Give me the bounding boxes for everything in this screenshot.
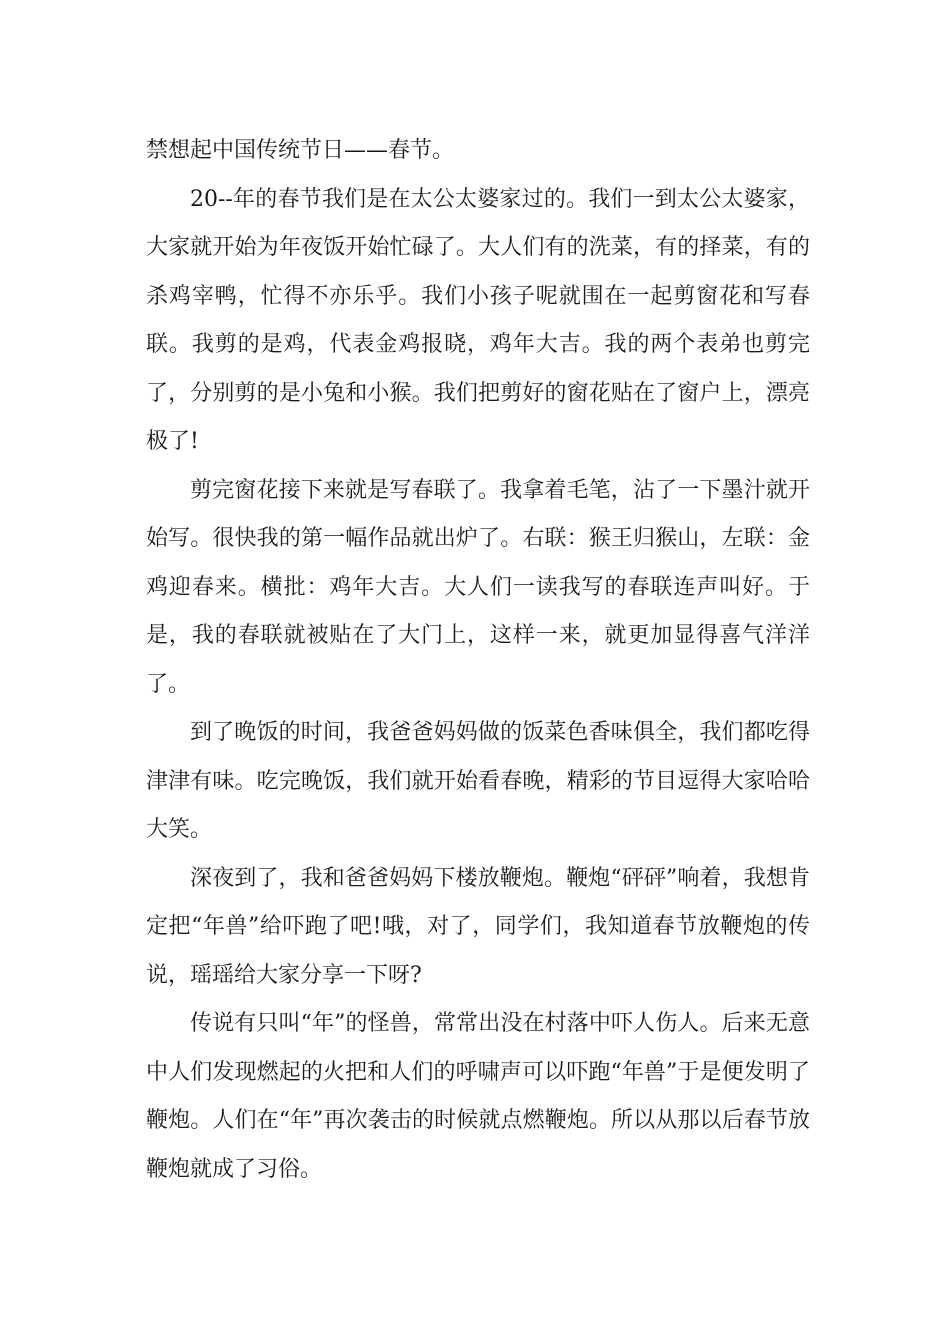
- paragraph-nian-legend: 传说有只叫“年”的怪兽，常常出没在村落中吓人伤人。后来无意中人们发现燃起的火把和人们的呼啸声可以吓跑“年兽”于是便发明了鞭炮。人们在“年”再次袭击的时候就点燃鞭炮。所以从那以后春节放鞭炮就成了习俗。: [146, 1011, 810, 1182]
- paragraph-new-year-dinner: 到了晚饭的时间，我爸爸妈妈做的饭菜色香味俱全，我们都吃得津津有味。吃完晚饭，我们就开始看春晚，精彩的节目逗得大家哈哈大笑。: [146, 720, 810, 842]
- document-body: [146, 127, 810, 1194]
- paragraph-spring-festival-preparation: 20--年的春节我们是在太公太婆家过的。我们一到太公太婆家，大家就开始为年夜饭开始忙碌了。大人们有的洗菜，有的择菜，有的杀鸡宰鸭，忙得不亦乐乎。我们小孩子呢就围在一起剪窗花和写春联。我剪的是鸡，代表金鸡报晓，鸡年大吉。我的两个表弟也剪完了，分别剪的是小兔和小猴。我们把剪好的窗花贴在了窗户上，漂亮极了!: [146, 186, 810, 454]
- paragraph-writing-couplets: 剪完窗花接下来就是写春联了。我拿着毛笔，沾了一下墨汁就开始写。很快我的第一幅作品就出炉了。右联：猴王归猴山，左联：金鸡迎春来。横批：鸡年大吉。大人们一读我写的春联连声叫好。于是，我的春联就被贴在了大门上，这样一来，就更加显得喜气洋洋了。: [146, 477, 810, 697]
- paragraph-continuation: 禁想起中国传统节日——春节。: [146, 138, 455, 163]
- paragraph-firecrackers: 深夜到了，我和爸爸妈妈下楼放鞭炮。鞭炮“砰砰”响着，我想肯定把“年兽”给吓跑了吧!哦，对了，同学们，我知道春节放鞭炮的传说，瑶瑶给大家分享一下呀?: [146, 865, 810, 988]
